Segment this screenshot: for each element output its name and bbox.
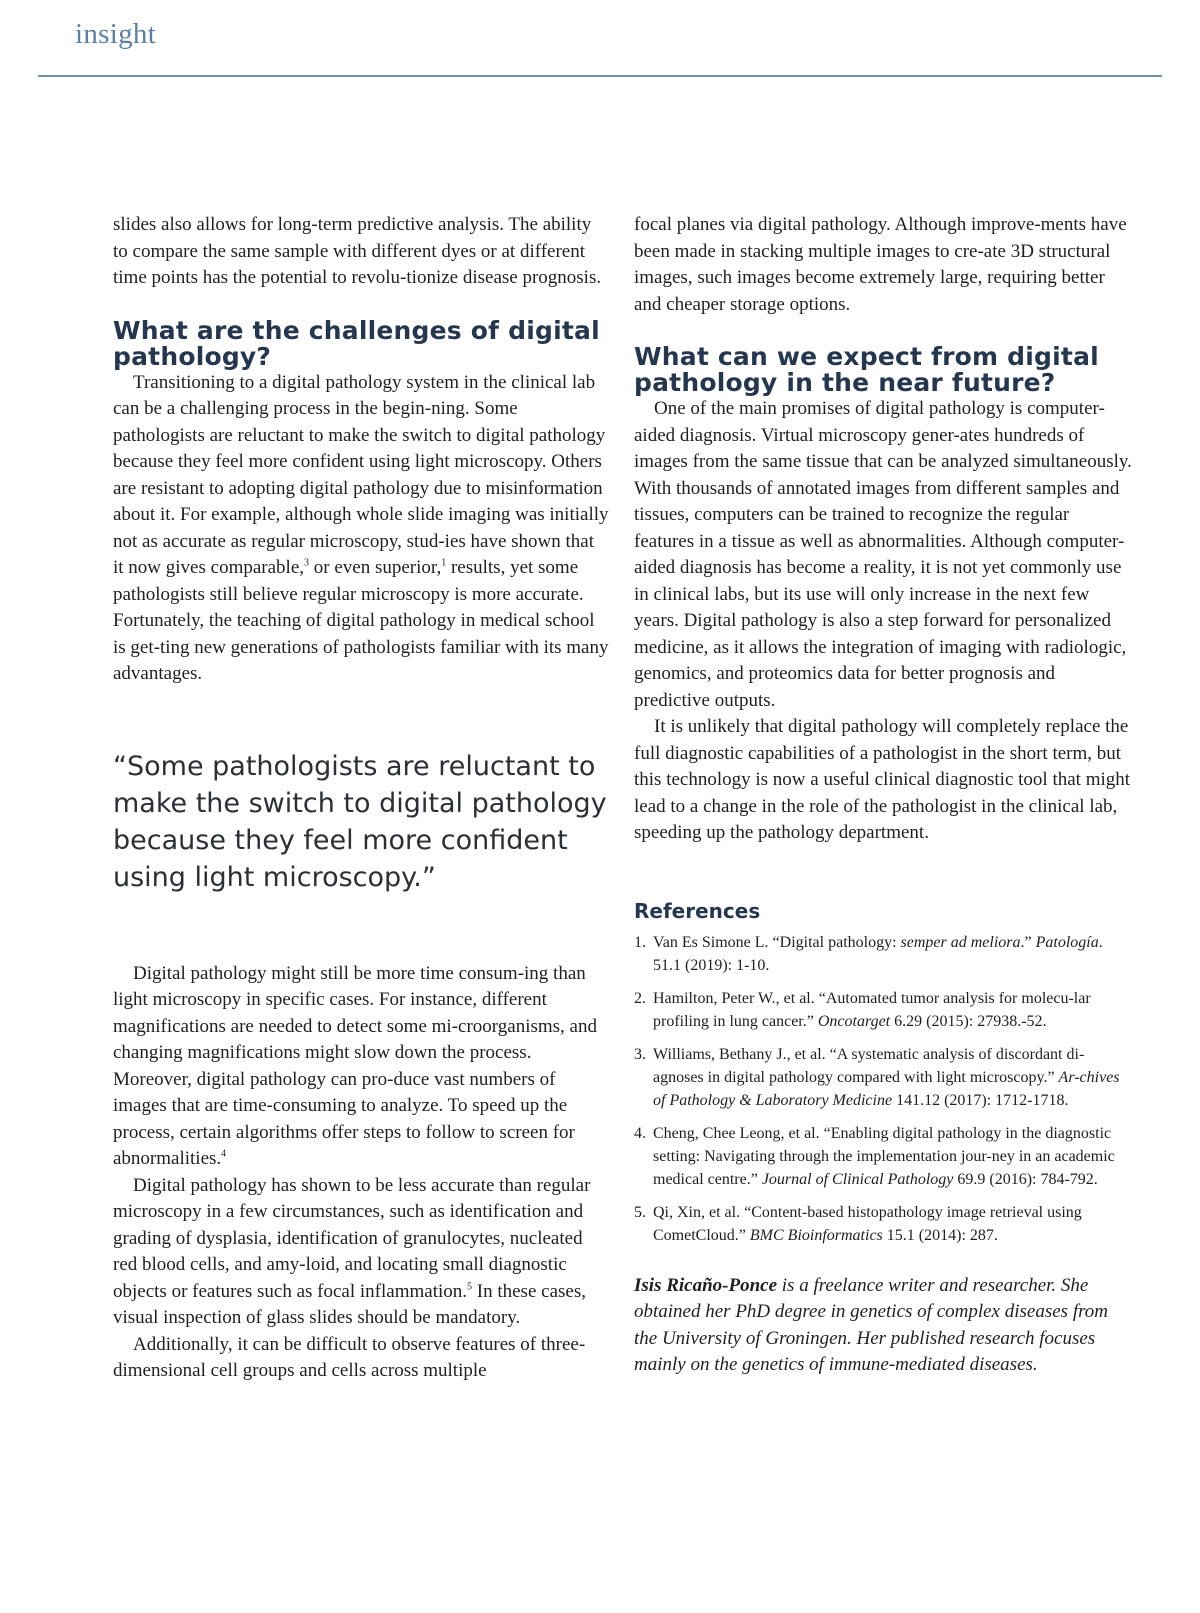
citation-5: 5 [467,1281,473,1293]
citation-4: 4 [221,1148,227,1160]
citation-3: 3 [304,557,310,569]
future-paragraph-2: It is unlikely that digital pathology will completely replace the full diagnostic capabilities of a pathologist in the short term, but this technology is now a useful clinical diagnostic tool that might lead to a change in the role of the pathologist in the clinical lab, speeding up the pathology department. [634,716,1131,843]
left-column [113,212,609,1385]
author-name: Isis Ricaño-Ponce [634,1274,778,1296]
future-paragraph-1: One of the main promises of digital pathology is computer-aided diagnosis. Virtual microscopy gener-ates hundreds of images from the same tissue that can be analyzed simultaneously. With thousands of annotated images from different samples and tissues, computers can be trained to recognize the regular features in a tissue as well as abnormalities. Although computer-aided diagnosis has become a reality, it is not yet commonly use in clinical labs, but its use will only increase in the next few years. Digital pathology is also a step forward for personalized medicine, as it allows the integration of imaging with radiologic, genomics, and proteomics data for better prognosis and predictive outputs. [634,398,1132,711]
time-consuming-paragraph: Digital pathology might still be more time consum-ing than light microscopy in specific cases. For instance, different magnifications are needed to detect some mi-croorganisms, and changing magnifications might slow down the process. Moreover, digital pathology can pro-duce vast numbers of images that are time-consuming to analyze. To speed up the process, certain algorithms offer steps to follow to screen for abnormalities.$^4$ [113,962,597,1169]
citation-1: 1 [441,557,447,569]
reference-item: 5. Qi, Xin, et al. “Content-based histopathology image retrieval using CometCloud.” BMC Bioinformatics 15.1 (2014): 287. [634,1203,1082,1244]
pull-quote: “Some pathologists are reluctant to make the switch to digital pathology because they feel more confident using light microscopy.” [113,750,607,893]
references-list [634,931,1132,1247]
right-intro-paragraph: focal planes via digital pathology. Although improve-ments have been made in stacking multiple images to cre-ate 3D structural images, such images become extremely large, requiring better and cheaper storage options. [634,214,1127,315]
reference-item: 3. Williams, Bethany J., et al. “A systematic analysis of discordant di-agnoses in digital pathology compared with light microscopy.” Ar-chives of Pathology & Laboratory Medicine 141.12 (2017): 1712-1718. [634,1045,1120,1109]
header-rule [38,75,1162,77]
reference-item: 1. Van Es Simone L. “Digital pathology: semper ad meliora.” Patología. 51.1 (2019): 1-10. [634,933,1103,974]
section-label: insight [75,18,157,50]
left-intro-paragraph: slides also allows for long-term predictive analysis. The ability to compare the same sample with different dyes or at different time points has the potential to revolu-tionize disease prognosis. [113,214,602,288]
challenges-paragraph: Transitioning to a digital pathology system in the clinical lab can be a challenging process in the begin-ning. Some pathologists are reluctant to make the switch to digital pathology because they feel more confident using light microscopy. Others are resistant to adopting digital pathology due to misinformation about it. For example, although whole slide imaging was initially not as accurate as regular microscopy, stud-ies have shown that it now gives comparable,$^3$ or even superior,$^1$ results, yet some pathologists still believe regular microscopy is more accurate. Fortunately, the teaching of digital pathology in medical school is get-ting new generations of pathologists familiar with its many advantages. [113,371,609,684]
references-heading: References [634,898,761,923]
accuracy-paragraph: Digital pathology has shown to be less accurate than regular microscopy in a few circumstances, such as identification and grading of dysplasia, identification of granulocytes, nucleated red blood cells, and amy-loid, and locating small diagnostic objects or features such as focal inflammation.$^5$ In these cases, visual inspection of glass slides should be mandatory. [113,1174,591,1328]
reference-item: 4. Cheng, Chee Leong, et al. “Enabling digital pathology in the diagnostic setting: Navigating through the implementation jour-ney in an academic medical centre.” Journal of Clinical Pathology 69.9 (2016): 784-792. [634,1124,1115,1188]
three-dimensional-paragraph: Additionally, it can be difficult to observe features of three-dimensional cell groups and cells across multiple [113,1333,586,1381]
reference-item: 2. Hamilton, Peter W., et al. “Automated tumor analysis for molecu-lar profiling in lung cancer.” Oncotarget 6.29 (2015): 27938.-52. [634,989,1091,1030]
section-heading-future: What can we expect from digital pathology in the near future? [634,342,1099,397]
author-bio: Isis Ricaño-Ponce is a freelance writer and researcher. She obtained her PhD degree in genetics of complex diseases from the University of Groningen. Her published research focuses mainly on the genetics of immune-mediated diseases. [634,1274,1109,1375]
right-column [634,212,1132,1379]
section-heading-challenges: What are the challenges of digital pathology? [113,315,600,371]
